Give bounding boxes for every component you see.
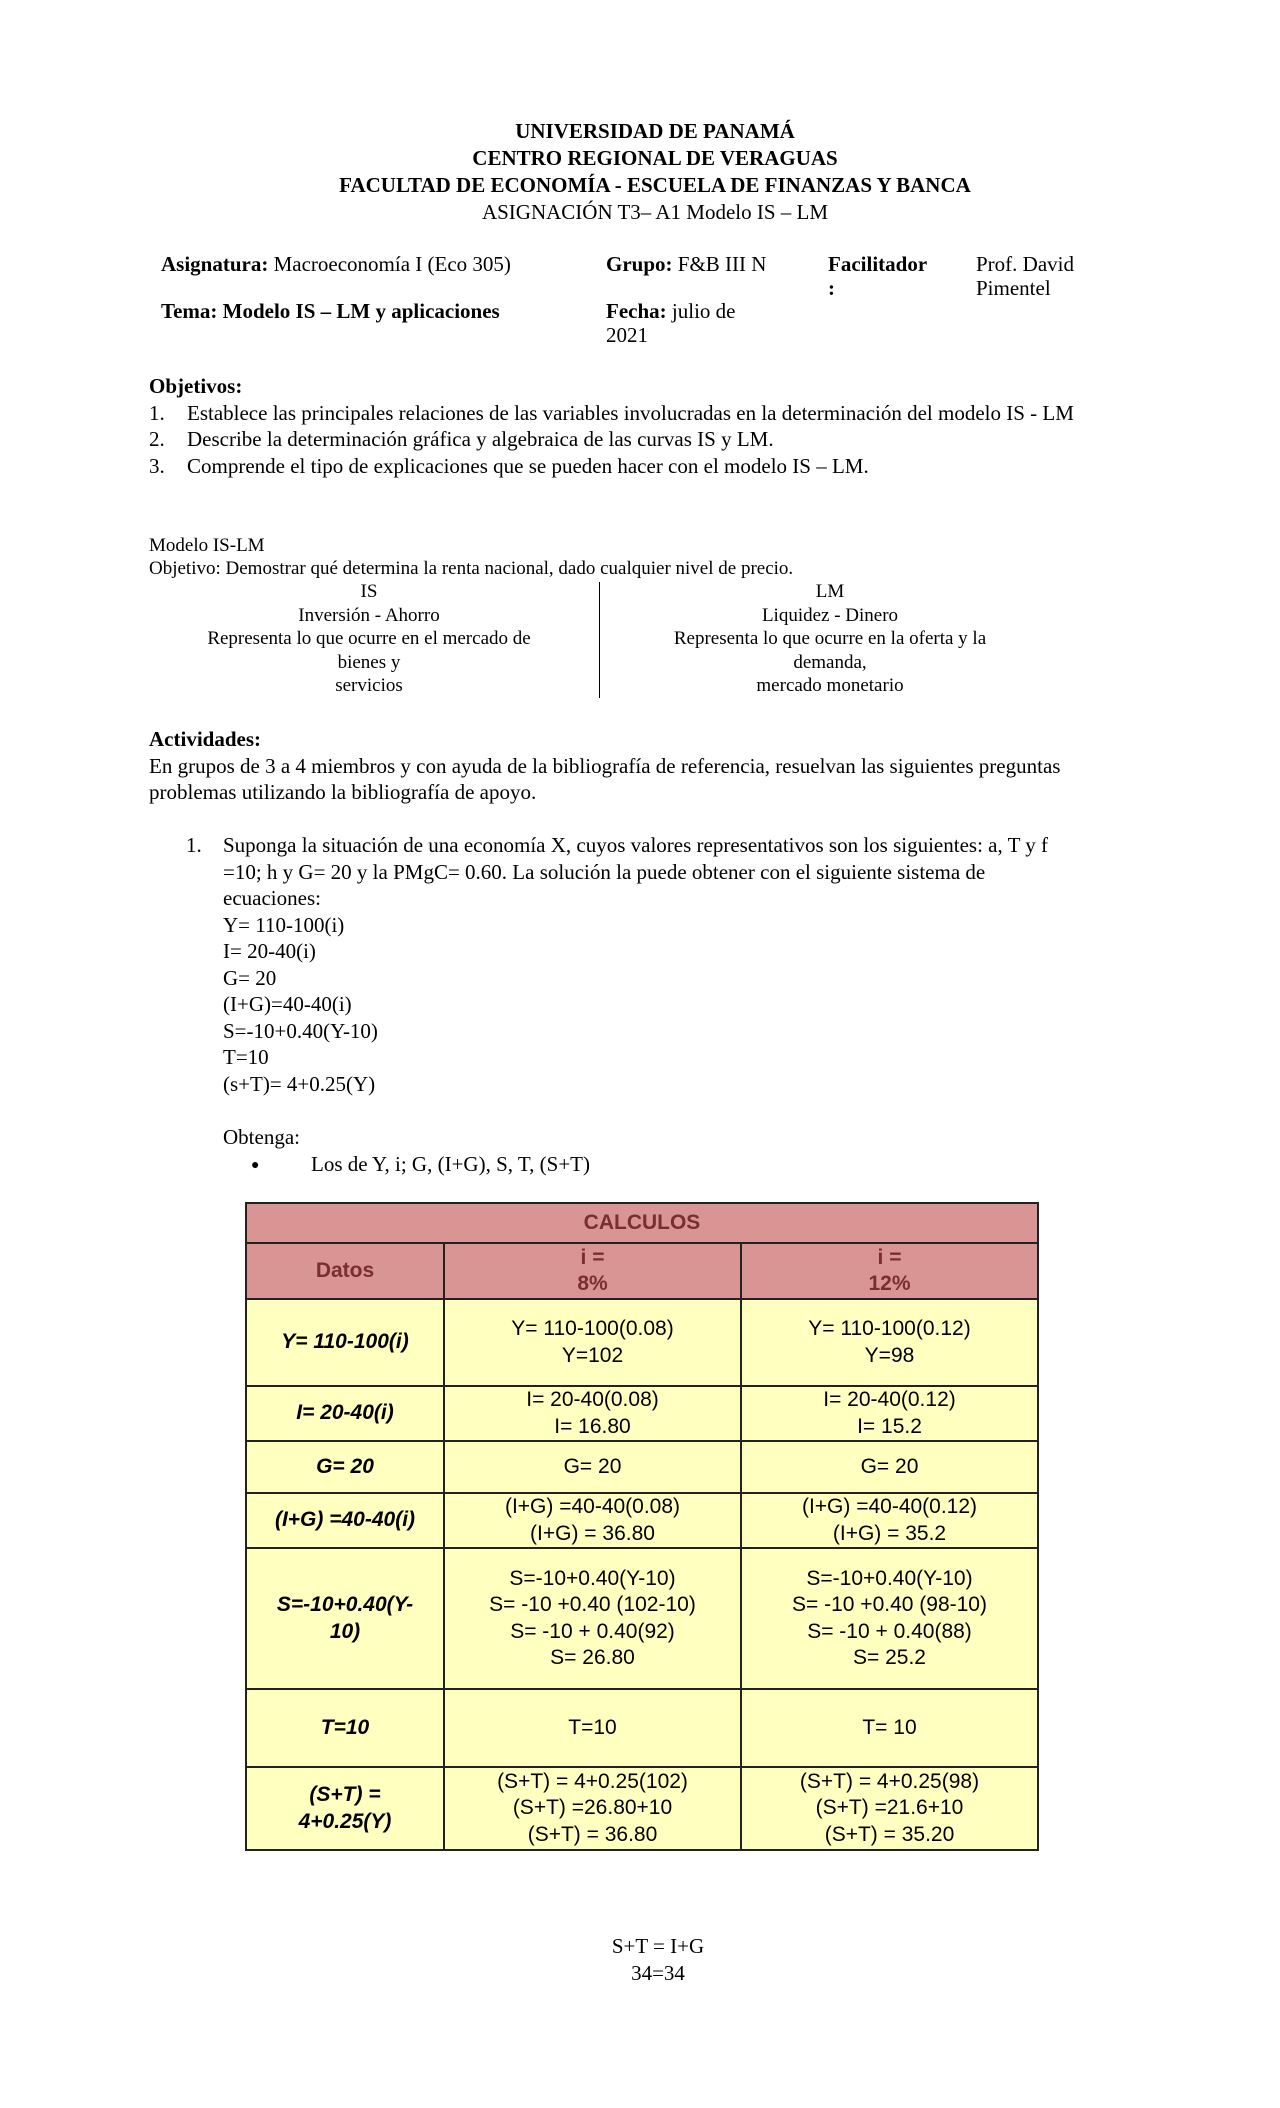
equation: S=-10+0.40(Y-10) [223,1018,378,1043]
equation: I= 20-40(i) [223,939,316,963]
header-faculty: FACULTAD DE ECONOMÍA - ESCUELA DE FINANZAS Y BANCA [339,173,971,197]
cell-line: Y=98 [864,1343,915,1367]
actividades-line-1: En grupos de 3 a 4 miembros y con ayuda de la bibliografía de referencia, resuelvan las siguientes preguntas [149,753,1061,778]
is-column [184,580,554,698]
cell-line: G= 20 [316,1454,374,1478]
table-body [246,1299,1038,1850]
lm-name: LM [815,581,845,602]
cell-line: G= 20 [860,1454,919,1478]
is-name: IS [360,581,378,602]
cell-line: Y= 110-100(0.12) [808,1317,971,1340]
lm-desc-3: mercado monetario [756,675,904,696]
cell-line: I= 20-40(0.08) [526,1388,659,1411]
column-divider [599,582,600,698]
cell-line: 4+0.25(Y) [298,1809,392,1833]
value-cell-12 [741,1689,1038,1767]
table-header-row [246,1243,1038,1299]
value-cell-8 [444,1386,741,1441]
is-desc-1: Representa lo que ocurre en el mercado de [207,628,531,649]
actividades-line-2: problemas utilizando la bibliografía de apoyo. [149,780,537,804]
equation: G= 20 [223,965,277,990]
cell-line: (S+T) = 35.20 [824,1822,955,1846]
value-cell-12 [741,1548,1038,1689]
calculos-table [245,1202,1039,1851]
actividades-title: Actividades: [149,727,261,751]
footer-line-1: S+T = I+G [611,1934,705,1958]
cell-line: S= 25.2 [853,1646,926,1669]
fecha-field: Fecha: julio de 2021 [606,299,736,347]
cell-line: S= 26.80 [550,1646,635,1669]
is-desc-2: bienes y [337,651,401,673]
row-label-cell [246,1493,444,1548]
problem-number: 1. [186,833,202,857]
is-sub: Inversión - Ahorro [298,604,440,626]
value-cell-8 [444,1689,741,1767]
equation: T=10 [223,1045,269,1069]
cell-line: S=-10+0.40(Y- [276,1593,414,1616]
objetivo-number: 2. [149,427,165,451]
cell-line: (S+T) = 36.80 [527,1822,658,1846]
actividades-section [149,726,1060,806]
lm-column [650,580,1010,698]
objetivo-number: 1. [149,400,165,425]
lm-desc-1: Representa lo que ocurre en la oferta y la [673,628,987,649]
header-assignment: ASIGNACIÓN T3– A1 Modelo IS – LM [481,200,829,224]
bullet-icon: ● [251,1158,260,1173]
modelo-objetivo: Objetivo: Demostrar qué determina la renta nacional, dado cualquier nivel de precio. [149,558,794,579]
facilitador-label: Facilitador : [828,252,928,300]
objetivo-text: Establece las principales relaciones de las variables involucradas en la determinación del modelo IS - LM [187,400,1074,425]
col-header-8-line-1: i = [580,1245,605,1269]
row-label-cell [246,1689,444,1767]
table-title-row [246,1203,1038,1243]
col-header-8 [444,1243,741,1299]
cell-line: G= 20 [563,1454,622,1478]
value-cell-8 [444,1767,741,1850]
problem-body [223,832,1048,1150]
cell-line: I= 15.2 [857,1414,922,1438]
cell-line: I= 20-40(i) [296,1401,394,1425]
row-label-cell [246,1767,444,1850]
value-cell-12 [741,1767,1038,1850]
value-cell-8 [444,1493,741,1548]
problem-line-1: Suponga la situación de una economía X, cuyos valores representativos son los siguientes: a, T y f [223,833,1049,857]
table-row [246,1548,1038,1689]
col-header-datos: Datos [246,1243,444,1299]
footer-equation [0,1933,1280,1986]
equation-list [223,912,1048,1098]
cell-line: (I+G) =40-40(0.08) [504,1495,681,1518]
cell-line: Y= 110-100(0.08) [511,1317,674,1340]
cell-line: T= 10 [862,1715,917,1739]
cell-line: (S+T) =21.6+10 [815,1796,964,1820]
value-cell-12 [741,1493,1038,1548]
objetivo-item [149,400,1074,427]
table-row [246,1441,1038,1493]
cell-line: (I+G) =40-40(0.12) [801,1495,978,1518]
col-header-8-line-2: 8% [577,1272,608,1295]
cell-line: (I+G) = 36.80 [530,1521,655,1545]
value-cell-8 [444,1548,741,1689]
cell-line: S= -10 + 0.40(88) [807,1619,972,1643]
cell-line: (S+T) = 4+0.25(98) [799,1769,980,1793]
asignatura-field: Asignatura: Macroeconomía I (Eco 305) [161,252,511,276]
objetivo-text: Comprende el tipo de explicaciones que se pueden hacer con el modelo IS – LM. [187,453,869,478]
cell-line: T=10 [568,1715,617,1739]
is-desc-3: servicios [335,675,403,696]
cell-line: S= -10 + 0.40(92) [510,1619,675,1643]
cell-line: Y=102 [561,1343,624,1367]
table-row [246,1386,1038,1441]
cell-line: I= 16.80 [554,1414,631,1438]
bullet-text: Los de Y, i; G, (I+G), S, T, (S+T) [311,1152,590,1176]
cell-line: (I+G) = 35.2 [832,1521,947,1545]
cell-line: 10) [329,1619,361,1643]
cell-line: (S+T) = 4+0.25(102) [497,1769,688,1793]
objetivo-number: 3. [149,453,165,478]
objetivos-list [149,400,1074,480]
value-cell-8 [444,1441,741,1493]
cell-line: I= 20-40(0.12) [823,1388,956,1411]
value-cell-8 [444,1299,741,1386]
document-header [0,118,1280,226]
col-header-12 [741,1243,1038,1299]
table-row [246,1299,1038,1386]
value-cell-12 [741,1386,1038,1441]
table-title: CALCULOS [246,1203,1038,1243]
cell-line: Y= 110-100(i) [281,1330,409,1354]
col-header-12-line-2: 12% [868,1272,911,1295]
row-label-cell [246,1441,444,1493]
value-cell-12 [741,1441,1038,1493]
value-cell-12 [741,1299,1038,1386]
row-label-cell [246,1299,444,1386]
cell-line: (I+G) =40-40(i) [274,1508,416,1532]
objetivos-title: Objetivos: [149,374,243,398]
objetivos-section [149,373,1074,479]
problem-line-3: ecuaciones: [223,886,321,910]
cell-line: (S+T) =26.80+10 [512,1796,673,1820]
obtenga-label: Obtenga: [223,1124,300,1149]
cell-line: S=-10+0.40(Y-10) [509,1566,676,1590]
modelo-title: Modelo IS-LM [149,535,265,556]
col-header-12-line-1: i = [877,1245,902,1269]
problem-line-2: =10; h y G= 20 y la PMgC= 0.60. La solución la puede obtener con el siguiente sistema de [223,859,986,884]
objetivo-item [149,453,1074,480]
table-row [246,1689,1038,1767]
equation: (I+G)=40-40(i) [223,992,352,1016]
objetivo-text: Describe la determinación gráfica y algebraica de las curvas IS y LM. [187,427,774,451]
grupo-field: Grupo: F&B III N [606,252,767,276]
equation: Y= 110-100(i) [223,912,345,937]
table-row [246,1767,1038,1850]
objetivo-item [149,426,1074,453]
cell-line: (S+T) = [309,1783,381,1806]
lm-sub: Liquidez - Dinero [761,604,899,626]
equation: (s+T)= 4+0.25(Y) [223,1071,376,1096]
table-row [246,1493,1038,1548]
row-label-cell [246,1386,444,1441]
cell-line: S=-10+0.40(Y-10) [806,1566,973,1590]
header-center: CENTRO REGIONAL DE VERAGUAS [472,146,838,170]
cell-line: T=10 [320,1715,370,1739]
cell-line: S= -10 +0.40 (98-10) [792,1593,987,1616]
cell-line: S= -10 +0.40 (102-10) [489,1593,696,1616]
footer-line-2: 34=34 [631,1960,685,1985]
header-university: UNIVERSIDAD DE PANAMÁ [515,119,795,143]
facilitador-value: Prof. David Pimentel [976,252,1074,300]
row-label-cell [246,1548,444,1689]
lm-desc-2: demanda, [793,651,867,673]
tema-field: Tema: Modelo IS – LM y aplicaciones [161,299,500,323]
